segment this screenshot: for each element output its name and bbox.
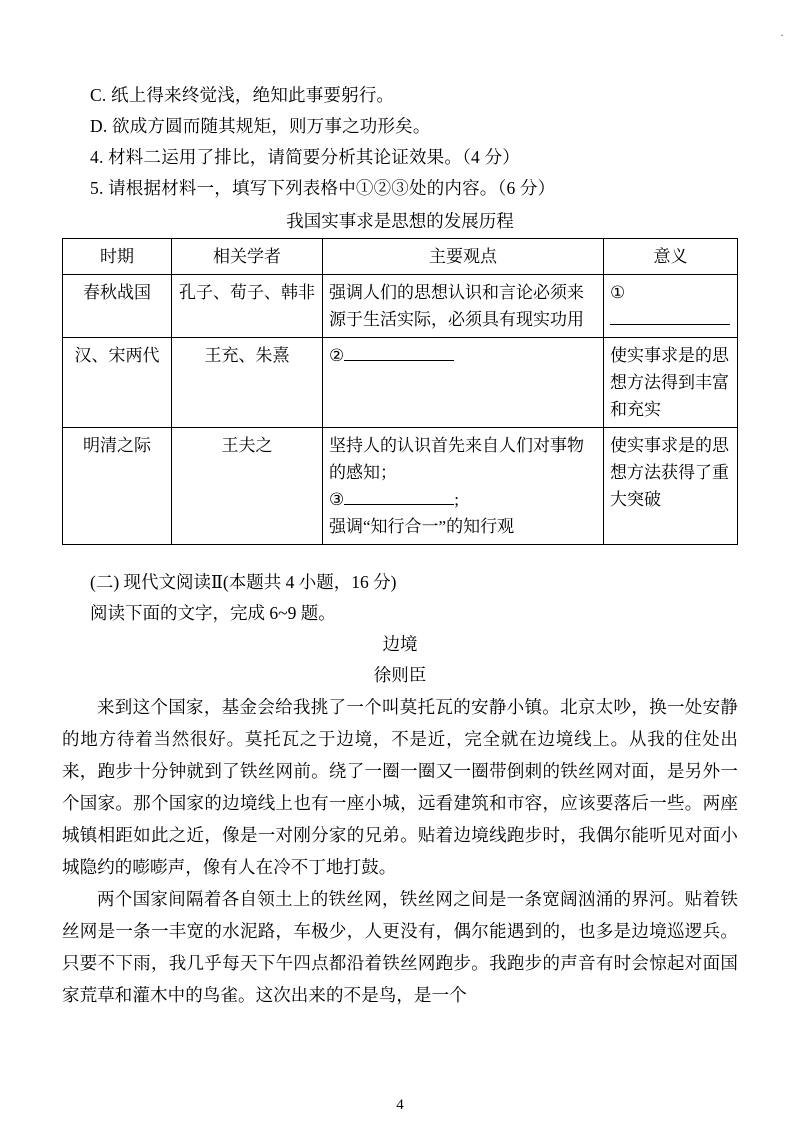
header-view: 主要观点 bbox=[323, 239, 604, 275]
option-c: C. 纸上得来终觉浅，绝知此事要躬行。 bbox=[90, 85, 395, 105]
cell-scholar: 王夫之 bbox=[172, 428, 323, 545]
cell-scholar: 王充、朱熹 bbox=[172, 338, 323, 428]
blank-marker-2: ② bbox=[329, 346, 345, 365]
section-instruction: 阅读下面的文字，完成 6~9 题。 bbox=[90, 603, 336, 623]
corner-mark: · bbox=[780, 28, 784, 42]
question-4: 4. 材料二运用了排比，请简要分析其论证效果。（4 分） bbox=[90, 147, 520, 167]
table-row bbox=[63, 338, 738, 428]
answer-blank-3[interactable] bbox=[344, 504, 454, 505]
article-title: 边境 bbox=[382, 634, 418, 654]
spacer bbox=[62, 545, 738, 567]
cell-view: 强调人们的思想认识和言论必须来源于生活实际，必须具有现实功用 bbox=[323, 275, 604, 338]
cell-meaning bbox=[604, 275, 738, 338]
option-d: D. 欲成方圆而随其规矩，则万事之功形矣。 bbox=[90, 116, 431, 136]
cell-scholar: 孔子、荀子、韩非 bbox=[172, 275, 323, 338]
paragraph-2: 两个国家间隔着各自领土上的铁丝网，铁丝网之间是一条宽阔汹涌的界河。贴着铁丝网是一条一丰宽的水泥路，车极少，人更没有，偶尔能遇到的，也多是边境巡逻兵。只要不下雨，我几乎每天下午四点都沿着铁丝网跑步。我跑步的声音有时会惊起对面国家荒草和灌木中的鸟雀。这次出来的不是鸟，是一个 bbox=[62, 889, 738, 1005]
header-meaning: 意义 bbox=[604, 239, 738, 275]
answer-blank-2[interactable] bbox=[344, 360, 454, 361]
development-table bbox=[62, 238, 738, 545]
question-5: 5. 请根据材料一，填写下列表格中①②③处的内容。（6 分） bbox=[90, 178, 556, 198]
cell-meaning: 使实事求是的思想方法获得了重大突破 bbox=[604, 428, 738, 545]
paragraph-1: 来到这个国家，基金会给我挑了一个叫莫托瓦的安静小镇。北京太吵，换一处安静的地方待着当然很好。莫托瓦之于边境，不是近，完全就在边境线上。从我的住处出来，跑步十分钟就到了铁丝网前。绕了一圈一圈又一圈带倒刺的铁丝网对面，是另外一个国家。那个国家的边境线上也有一座小城，远看建筑和市容，应该要落后一些。两座城镇相距如此之近，像是一对刚分家的兄弟。贴着边境线跑步时，我偶尔能听见对面小城隐约的嘭嘭声，像有人在冷不丁地打鼓。 bbox=[62, 697, 738, 877]
view-line-3: 强调“知行合一”的知行观 bbox=[329, 517, 515, 536]
answer-blank-1[interactable] bbox=[610, 324, 730, 325]
cell-period: 春秋战国 bbox=[63, 275, 172, 338]
cell-period: 汉、宋两代 bbox=[63, 338, 172, 428]
blank-marker-1: ① bbox=[610, 283, 626, 302]
section-heading: (二) 现代文阅读Ⅱ(本题共 4 小题，16 分) bbox=[90, 572, 397, 592]
table-header-row bbox=[63, 239, 738, 275]
table-title: 我国实事求是思想的发展历程 bbox=[286, 211, 514, 231]
cell-meaning: 使实事求是的思想方法得到丰富和充实 bbox=[604, 338, 738, 428]
blank-marker-3: ③ bbox=[329, 490, 345, 509]
header-period: 时期 bbox=[63, 239, 172, 275]
view-line-2: ③ ; bbox=[329, 490, 459, 509]
table-row bbox=[63, 428, 738, 545]
cell-view bbox=[323, 428, 604, 545]
page-number: 4 bbox=[396, 1097, 404, 1113]
table-row bbox=[63, 275, 738, 338]
cell-view bbox=[323, 338, 604, 428]
view-line-1: 坚持人的认识首先来自人们对事物的感知； bbox=[329, 436, 584, 482]
cell-period: 明清之际 bbox=[63, 428, 172, 545]
header-scholar: 相关学者 bbox=[172, 239, 323, 275]
article-author: 徐则臣 bbox=[373, 665, 427, 685]
